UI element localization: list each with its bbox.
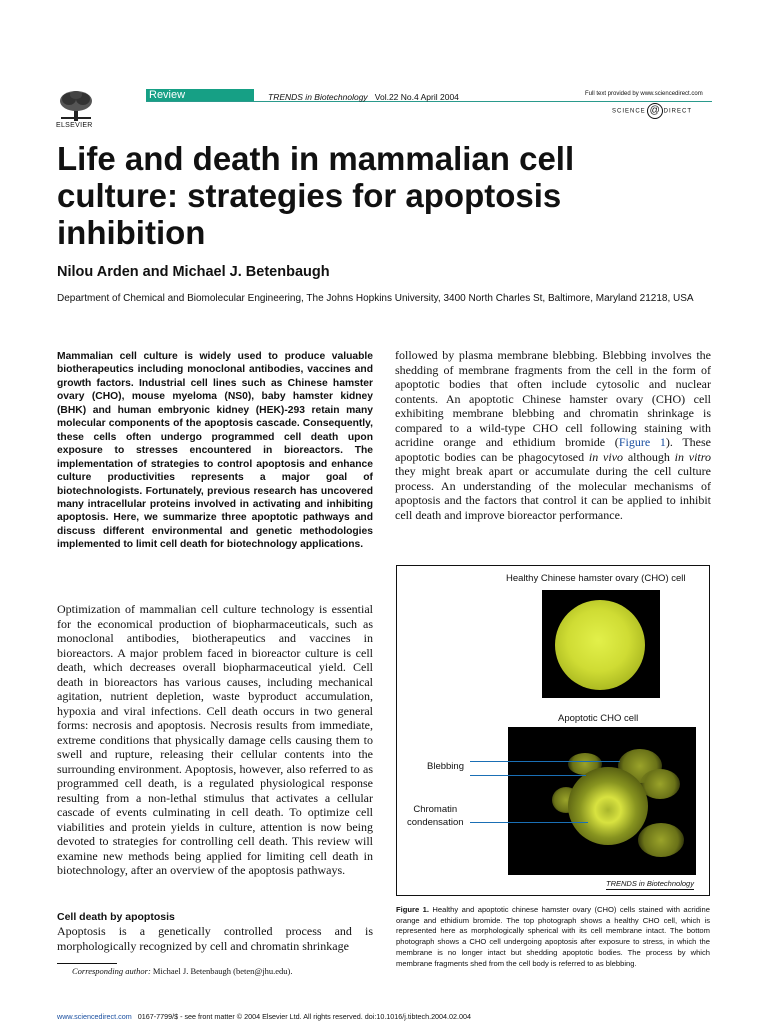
page-footer: www.sciencedirect.com 0167-7799/$ - see front matter © 2004 Elsevier Ltd. All rights reserved. doi:10.1016/j.tibtech.2004.02.004 (57, 1012, 472, 1021)
at-icon: @ (647, 103, 663, 119)
journal-name: TRENDS in Biotechnology (268, 92, 368, 102)
apoptotic-cell (568, 767, 648, 845)
section-paragraph: Apoptosis is a genetically controlled process and is morphologically recognized by cell and chromatin shrinkage (57, 924, 373, 953)
figure-caption: Figure 1. Healthy and apoptotic chinese hamster ovary (CHO) cells stained with acridine orange and ethidium bromide. The top photograph shows a healthy CHO cell, which is represented here as morphologically spherical with its cell membrane intact. The bottom photograph shows a CHO cell undergoing apoptosis after exposure to stress, in which the membrane is no longer intact but shedding apoptotic bodies. The process by which membrane fragments shed from the cell body is referred to as blebbing. (396, 905, 710, 968)
chromatin-arrow (470, 822, 588, 823)
chromatin-label: Chromatin condensation (407, 804, 464, 828)
journal-volume: Vol.22 No.4 April 2004 (374, 92, 459, 102)
healthy-cell-photo (542, 590, 660, 698)
healthy-cell-label: Healthy Chinese hamster ovary (CHO) cell (506, 573, 686, 584)
healthy-cell (555, 600, 645, 690)
article-title: Life and death in mammalian cell culture: strategies for apoptosis inhibition (57, 140, 575, 251)
blebbing-arrow-2 (470, 775, 586, 776)
figure-1-link[interactable]: Figure 1 (618, 435, 666, 449)
authors: Nilou Arden and Michael J. Betenbaugh (57, 264, 330, 280)
figure-source: TRENDS in Biotechnology (606, 879, 694, 888)
blebbing-label: Blebbing (427, 761, 464, 772)
abstract: Mammalian cell culture is widely used to produce valuable biotherapeutics including monoclonal antibodies, vaccines and growth factors. Industrial cell lines such as Chinese hamster ovary (CHO), mouse myeloma (NS0), baby hamster kidney (BHK) and human embryonic kidney (HEK)-293 retain many molecular components of the apoptosis cascade. Consequently, these cells often undergo programmed cell death upon exposure to stresses encountered in bioreactors. The implementation of strategies to control apoptosis and enhance culture productivities represents a major goal of biotechnologists. Fortunately, previous research has uncovered many intracellular proteins involved in activating and inhibiting apoptosis. Here, we summarize three apoptotic pathways and discuss different environmental and genetic methodologies implemented to limit cell death for biotechnology applications. (57, 351, 373, 551)
right-paragraph: followed by plasma membrane blebbing. Blebbing involves the shedding of membrane fragments from the cell in the form of apoptotic bodies that often include cytosolic and nuclear contents. An apoptotic Chinese hamster ovary (CHO) cell exhibiting membrane blebbing and chromatin shrinkage is compared to a wild-type CHO cell following staining with acridine orange and ethidium bromide (Figure 1). These apoptotic bodies can be phagocytosed in vivo although in vitro they might break apart or accumulate during the cell culture process. An understanding of the molecular mechanisms of apoptosis and the factors that control it can be applied to inhibit cell death and improve bioreactor performance. (395, 348, 711, 522)
publisher-name: ELSEVIER (56, 122, 93, 129)
footnote: Corresponding author: Michael J. Betenbaugh (beten@jhu.edu). (72, 966, 293, 976)
footnote-rule (57, 963, 117, 964)
bleb (638, 823, 684, 857)
blebbing-arrow-1 (470, 761, 620, 762)
intro-paragraph: Optimization of mammalian cell culture technology is essential for the economical production of biopharmaceuticals, such as monoclonal antibodies, biotherapeutics and vaccines in bioreactors. A major problem faced in bioreactor culture is cell death, which decreases overall biopharmaceutical yield. Cell death in bioreactors has various causes, including mechanical agitation, nutrient depletion, waste byproduct accumulation, hypoxia and viral infections. Cell death occurs in two general forms: necrosis and apoptosis. Necrosis results from immediate, extreme conditions that physically damage cells causing them to swell and rupture, releasing their cellular contents into the surrounding environment. Apoptosis, however, also referred to as programmed cell death, is a regulated physiological response resulting from a non-lethal stimulus that activates a cellular cascade of events culminating in cell death. To optimize cell viabilities and protein yields in culture, attention is now being devoted to strategies for controlling cell death. This review will examine new methods being applied for limiting cell death in biotechnology, after an overview of the apoptosis pathways. (57, 602, 373, 877)
apoptotic-cell-photo (508, 727, 696, 875)
sciencedirect-logo: SCIENCE @ DIRECT (612, 103, 692, 119)
sciencedirect-link[interactable]: www.sciencedirect.com (57, 1012, 132, 1021)
section-tab: Review (146, 89, 254, 101)
affiliation: Department of Chemical and Biomolecular Engineering, The Johns Hopkins University, 3400 North Charles St, Baltimore, Maryland 21218, USA (57, 293, 694, 304)
journal-info (268, 92, 459, 102)
section-heading: Cell death by apoptosis (57, 911, 175, 923)
apoptotic-cell-label: Apoptotic CHO cell (558, 713, 639, 724)
full-text-note: Full text provided by www.sciencedirect.com (585, 91, 703, 97)
